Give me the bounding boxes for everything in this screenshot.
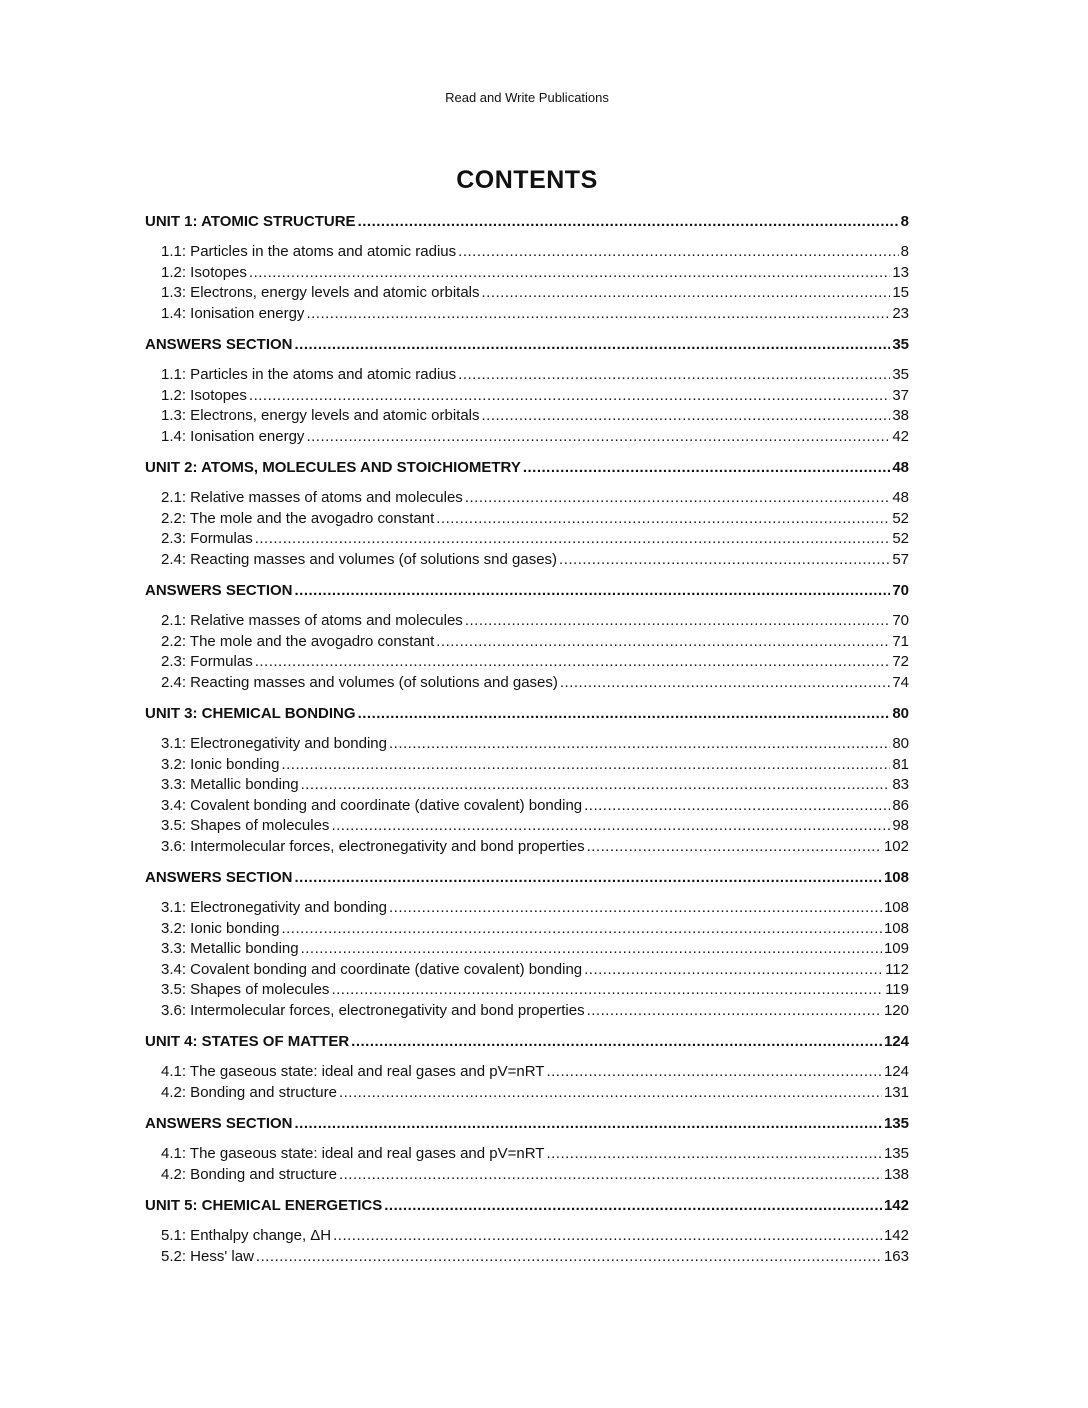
toc-entry-label: 2.1: Relative masses of atoms and molecules	[161, 612, 463, 629]
toc-entry-label: 1.2: Isotopes	[161, 263, 247, 281]
page-header: Read and Write Publications	[445, 90, 609, 105]
toc-entries	[145, 1062, 909, 1103]
toc-entry-row[interactable]	[161, 673, 909, 694]
dot-leader	[546, 1144, 882, 1165]
toc-entry-page: 102	[883, 837, 909, 855]
toc-heading-page: 80	[892, 705, 909, 722]
toc-heading-page: 108	[883, 869, 909, 886]
toc-entry-label: 1.1: Particles in the atoms and atomic radius	[161, 243, 457, 260]
toc-entry-label: 2.1: Relative masses of atoms and molecules	[161, 489, 463, 506]
toc-entry-page: 131	[883, 1083, 909, 1101]
dot-leader	[458, 365, 890, 386]
toc-entries	[145, 1144, 909, 1185]
toc-entry-row[interactable]	[161, 919, 909, 940]
dot-leader	[249, 386, 890, 407]
dot-leader	[587, 1001, 882, 1022]
toc-entry-row[interactable]	[161, 755, 909, 776]
toc-heading-row[interactable]	[145, 867, 909, 888]
toc-entry-label: 4.1: The gaseous state: ideal and real gases and pV=nRT	[161, 1063, 545, 1080]
toc-entry-page: 142	[883, 1227, 909, 1244]
dot-leader	[306, 304, 890, 325]
toc-entries	[145, 242, 909, 324]
toc-entry-row[interactable]	[161, 734, 909, 755]
dot-leader	[559, 550, 890, 571]
toc-entry-row[interactable]	[161, 939, 909, 960]
dot-leader	[295, 1113, 882, 1134]
toc-entry-label: 2.3: Formulas	[161, 653, 253, 670]
toc-entries	[145, 365, 909, 447]
toc-entry-page: 52	[892, 509, 909, 527]
toc-entries	[145, 1226, 909, 1267]
toc-heading-page: 35	[892, 336, 909, 353]
dot-leader	[584, 960, 883, 981]
dot-leader	[331, 980, 883, 1001]
toc-section	[145, 867, 909, 1021]
toc-section	[145, 703, 909, 857]
dot-leader	[482, 406, 891, 427]
toc-entry-page: 57	[892, 550, 909, 568]
dot-leader	[584, 796, 890, 817]
toc-entry-row[interactable]	[161, 980, 909, 1001]
dot-leader	[249, 263, 890, 284]
toc-entry-label: 1.4: Ionisation energy	[161, 427, 305, 445]
toc-entry-page: 119	[885, 981, 909, 998]
toc-heading-page: 70	[892, 582, 909, 599]
toc-entry-row[interactable]	[161, 611, 909, 632]
toc-entry-label: 4.2: Bonding and structure	[161, 1083, 337, 1101]
toc-heading-label: ANSWERS SECTION	[145, 582, 293, 599]
dot-leader	[281, 755, 890, 776]
toc-entry-page: 81	[892, 755, 909, 773]
dot-leader	[358, 703, 891, 724]
toc-entry-label: 3.6: Intermolecular forces, electronegativity and bond properties	[161, 1001, 585, 1019]
toc-entry-row[interactable]	[161, 427, 909, 448]
toc-entry-page: 52	[892, 530, 909, 547]
toc-entry-page: 70	[892, 612, 909, 629]
toc-entry-row[interactable]	[161, 283, 909, 304]
toc-entry-page: 163	[883, 1247, 909, 1265]
toc-entry-label: 4.1: The gaseous state: ideal and real gases and pV=nRT	[161, 1145, 545, 1162]
toc-entry-label: 2.3: Formulas	[161, 530, 253, 547]
toc-entries	[145, 488, 909, 570]
toc-entry-row[interactable]	[161, 242, 909, 263]
toc-heading-label: ANSWERS SECTION	[145, 1115, 293, 1132]
dot-leader	[384, 1195, 882, 1216]
toc-entry-page: 124	[883, 1063, 909, 1080]
toc-section	[145, 211, 909, 324]
toc-entry-page: 42	[892, 427, 909, 445]
toc-heading-page: 135	[883, 1115, 909, 1132]
toc-heading-label: UNIT 3: CHEMICAL BONDING	[145, 705, 356, 722]
toc-entry-row[interactable]	[161, 304, 909, 325]
toc-entry-row[interactable]	[161, 1083, 909, 1104]
toc-entry-page: 98	[892, 817, 909, 834]
toc-entry-label: 3.1: Electronegativity and bonding	[161, 735, 387, 752]
dot-leader	[306, 427, 890, 448]
table-of-contents	[145, 211, 909, 1277]
toc-heading-label: UNIT 5: CHEMICAL ENERGETICS	[145, 1197, 383, 1214]
toc-entry-label: 2.2: The mole and the avogadro constant	[161, 632, 435, 650]
toc-section	[145, 580, 909, 693]
toc-entry-row[interactable]	[161, 898, 909, 919]
dot-leader	[436, 509, 890, 530]
toc-heading-row[interactable]	[145, 457, 909, 478]
dot-leader	[339, 1165, 882, 1186]
toc-entries	[145, 734, 909, 857]
toc-heading-row[interactable]	[145, 1195, 909, 1216]
toc-entry-label: 3.5: Shapes of molecules	[161, 981, 330, 998]
toc-entry-row[interactable]	[161, 1165, 909, 1186]
dot-leader	[389, 898, 882, 919]
toc-entry-page: 80	[892, 735, 909, 752]
dot-leader	[465, 611, 891, 632]
toc-entry-label: 3.4: Covalent bonding and coordinate (dative covalent) bonding	[161, 960, 583, 978]
toc-entry-page: 120	[883, 1001, 909, 1019]
toc-entry-page: 8	[900, 243, 909, 260]
toc-entry-row[interactable]	[161, 816, 909, 837]
toc-section	[145, 1113, 909, 1185]
toc-entry-row[interactable]	[161, 386, 909, 407]
toc-entry-page: 37	[892, 386, 909, 404]
toc-entry-row[interactable]	[161, 1144, 909, 1165]
toc-heading-row[interactable]	[145, 580, 909, 601]
toc-section	[145, 334, 909, 447]
toc-entry-row[interactable]	[161, 488, 909, 509]
toc-entry-label: 3.3: Metallic bonding	[161, 940, 299, 957]
toc-entry-row[interactable]	[161, 1226, 909, 1247]
dot-leader	[295, 334, 891, 355]
toc-entry-label: 1.2: Isotopes	[161, 386, 247, 404]
toc-heading-row[interactable]	[145, 703, 909, 724]
dot-leader	[331, 816, 890, 837]
toc-entry-page: 15	[892, 284, 909, 301]
toc-entry-row[interactable]	[161, 1247, 909, 1268]
toc-entry-page: 108	[883, 899, 909, 916]
dot-leader	[255, 652, 891, 673]
toc-heading-page: 142	[883, 1197, 909, 1214]
dot-leader	[458, 242, 899, 263]
toc-heading-label: ANSWERS SECTION	[145, 869, 293, 886]
toc-entry-label: 3.2: Ionic bonding	[161, 919, 280, 937]
toc-entry-page: 74	[892, 673, 909, 691]
toc-entry-label: 1.4: Ionisation energy	[161, 304, 305, 322]
toc-entry-page: 138	[883, 1165, 909, 1183]
toc-entry-label: 2.4: Reacting masses and volumes (of solutions and gases)	[161, 673, 558, 691]
dot-leader	[587, 837, 882, 858]
dot-leader	[256, 1247, 882, 1268]
dot-leader	[358, 211, 899, 232]
toc-heading-row[interactable]	[145, 211, 909, 232]
dot-leader	[560, 673, 890, 694]
toc-heading-label: UNIT 1: ATOMIC STRUCTURE	[145, 213, 356, 230]
toc-entry-label: 3.1: Electronegativity and bonding	[161, 899, 387, 916]
dot-leader	[436, 632, 890, 653]
toc-entry-row[interactable]	[161, 960, 909, 981]
toc-heading-label: UNIT 2: ATOMS, MOLECULES AND STOICHIOMETRY	[145, 459, 521, 476]
toc-heading-row[interactable]	[145, 1113, 909, 1134]
toc-entry-row[interactable]	[161, 529, 909, 550]
dot-leader	[389, 734, 890, 755]
dot-leader	[465, 488, 891, 509]
toc-section	[145, 1031, 909, 1103]
toc-entry-label: 2.4: Reacting masses and volumes (of solutions snd gases)	[161, 550, 558, 568]
toc-heading-label: UNIT 4: STATES OF MATTER	[145, 1033, 350, 1050]
dot-leader	[351, 1031, 882, 1052]
toc-entry-page: 108	[883, 919, 909, 937]
toc-entry-label: 1.1: Particles in the atoms and atomic radius	[161, 366, 457, 383]
page-title: CONTENTS	[456, 166, 598, 194]
toc-entry-page: 135	[883, 1145, 909, 1162]
toc-heading-page: 8	[900, 213, 909, 230]
toc-entry-row[interactable]	[161, 632, 909, 653]
toc-entry-page: 112	[885, 960, 909, 978]
toc-entry-row[interactable]	[161, 406, 909, 427]
toc-heading-page: 124	[883, 1033, 909, 1050]
dot-leader	[295, 867, 882, 888]
toc-heading-row[interactable]	[145, 1031, 909, 1052]
dot-leader	[333, 1226, 882, 1247]
toc-entry-label: 3.4: Covalent bonding and coordinate (dative covalent) bonding	[161, 796, 583, 814]
toc-entry-page: 23	[892, 304, 909, 322]
toc-entry-label: 3.5: Shapes of molecules	[161, 817, 330, 834]
toc-entries	[145, 611, 909, 693]
dot-leader	[546, 1062, 882, 1083]
toc-entry-row[interactable]	[161, 263, 909, 284]
toc-entry-label: 3.2: Ionic bonding	[161, 755, 280, 773]
toc-entry-page: 86	[892, 796, 909, 814]
toc-entry-label: 5.1: Enthalpy change, ΔH	[161, 1227, 332, 1244]
toc-entry-page: 38	[892, 407, 909, 424]
toc-entry-page: 13	[892, 263, 909, 281]
toc-entry-label: 2.2: The mole and the avogadro constant	[161, 509, 435, 527]
toc-entry-row[interactable]	[161, 509, 909, 530]
toc-entry-label: 3.6: Intermolecular forces, electronegativity and bond properties	[161, 837, 585, 855]
toc-entry-page: 71	[892, 632, 909, 650]
toc-entry-row[interactable]	[161, 1001, 909, 1022]
toc-entry-row[interactable]	[161, 550, 909, 571]
toc-heading-page: 48	[892, 459, 909, 476]
dot-leader	[301, 939, 882, 960]
dot-leader	[523, 457, 890, 478]
toc-entry-row[interactable]	[161, 1062, 909, 1083]
toc-entry-row[interactable]	[161, 837, 909, 858]
dot-leader	[281, 919, 882, 940]
dot-leader	[301, 775, 891, 796]
toc-entry-page: 83	[892, 776, 909, 793]
toc-section	[145, 1195, 909, 1267]
toc-entry-label: 3.3: Metallic bonding	[161, 776, 299, 793]
toc-entry-page: 109	[883, 940, 909, 957]
dot-leader	[295, 580, 891, 601]
dot-leader	[482, 283, 891, 304]
toc-entry-row[interactable]	[161, 775, 909, 796]
dot-leader	[255, 529, 891, 550]
toc-heading-label: ANSWERS SECTION	[145, 336, 293, 353]
toc-entry-label: 4.2: Bonding and structure	[161, 1165, 337, 1183]
toc-entry-row[interactable]	[161, 652, 909, 673]
toc-entry-page: 48	[892, 489, 909, 506]
toc-entry-row[interactable]	[161, 796, 909, 817]
toc-section	[145, 457, 909, 570]
toc-entry-row[interactable]	[161, 365, 909, 386]
toc-entries	[145, 898, 909, 1021]
toc-entry-label: 1.3: Electrons, energy levels and atomic orbitals	[161, 284, 480, 301]
dot-leader	[339, 1083, 882, 1104]
toc-entry-label: 5.2: Hess' law	[161, 1247, 254, 1265]
toc-entry-page: 72	[892, 653, 909, 670]
toc-entry-page: 35	[892, 366, 909, 383]
toc-heading-row[interactable]	[145, 334, 909, 355]
toc-entry-label: 1.3: Electrons, energy levels and atomic orbitals	[161, 407, 480, 424]
